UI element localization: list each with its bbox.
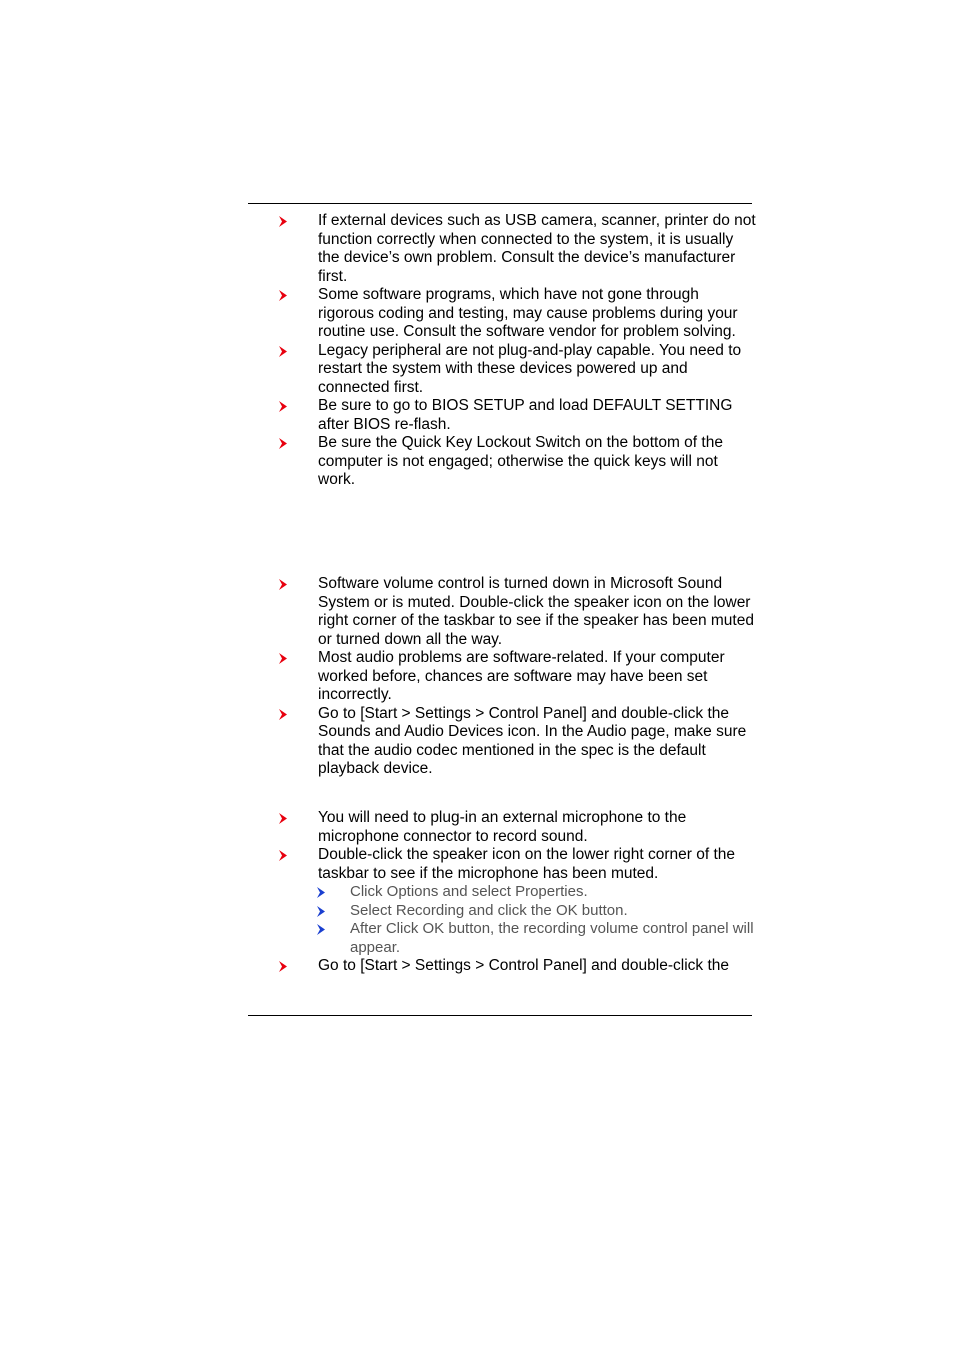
list-item xyxy=(276,342,756,398)
list-item-text: Be sure to go to BIOS SETUP and load DEFAULT SETTING after BIOS re-flash. xyxy=(318,397,733,433)
footer-rule xyxy=(248,1015,752,1016)
list-item xyxy=(276,809,756,846)
arrowhead-bullet-icon xyxy=(314,920,328,938)
arrowhead-bullet-icon xyxy=(276,286,290,304)
list-item xyxy=(276,649,756,705)
list-item-text: Be sure the Quick Key Lockout Switch on the bottom of the computer is not engaged; otherwise the quick keys will not work. xyxy=(318,434,723,488)
arrowhead-bullet-icon xyxy=(276,809,290,827)
sub-list-item-text: Select Recording and click the OK button. xyxy=(350,901,628,919)
section-3-list xyxy=(276,809,756,976)
sub-list-item xyxy=(276,920,756,957)
list-item xyxy=(276,212,756,286)
arrowhead-bullet-icon xyxy=(276,434,290,452)
list-item-text: You will need to plug-in an external microphone to the microphone connector to record sound. xyxy=(318,809,687,845)
list-item xyxy=(276,705,756,779)
arrowhead-bullet-icon xyxy=(276,957,290,975)
list-item xyxy=(276,397,756,434)
list-item xyxy=(276,575,756,649)
header-rule xyxy=(248,203,752,204)
list-item-text: Legacy peripheral are not plug-and-play capable. You need to restart the system with these devices powered up and connected first. xyxy=(318,341,742,396)
list-item-text: If external devices such as USB camera, scanner, printer do not function correctly when connected to the system, it is usually the device’s own problem. Consult the device’s manufacturer first. xyxy=(318,212,756,285)
list-item-text: Software volume control is turned down in Microsoft Sound System or is muted. Double-click the speaker icon on the lower right corner of the taskbar to see if the speaker has been muted or turned down all the way. xyxy=(318,575,754,648)
arrowhead-bullet-icon xyxy=(314,902,328,920)
list-item-text: Some software programs, which have not gone through rigorous coding and testing, may cause problems during your routine use. Consult the software vendor for problem solving. xyxy=(318,286,738,340)
sub-list-item xyxy=(276,883,756,902)
arrowhead-bullet-icon xyxy=(276,397,290,415)
section-1-list xyxy=(276,212,756,490)
list-item-text: Go to [Start > Settings > Control Panel] and double-click the Sounds and Audio Devices icon. In the Audio page, make sure that the audio codec mentioned in the spec is the default playback device. xyxy=(318,704,747,777)
sub-list-item-text: Click Options and select Properties. xyxy=(350,883,588,900)
section-2-list xyxy=(276,575,756,779)
list-item xyxy=(276,286,756,342)
arrowhead-bullet-icon xyxy=(276,649,290,667)
sub-list-item-text: After Click OK button, the recording volume control panel will appear. xyxy=(350,920,754,956)
arrowhead-bullet-icon xyxy=(276,212,290,230)
list-item-text: Double-click the speaker icon on the lower right corner of the taskbar to see if the microphone has been muted. xyxy=(318,846,735,882)
list-item-text: Go to [Start > Settings > Control Panel] and double-click the xyxy=(318,957,729,974)
arrowhead-bullet-icon xyxy=(276,705,290,723)
arrowhead-bullet-icon xyxy=(276,575,290,593)
list-item xyxy=(276,434,756,490)
arrowhead-bullet-icon xyxy=(276,342,290,360)
list-item-text: Most audio problems are software-related. If your computer worked before, chances are software may have been set incorrectly. xyxy=(318,649,725,703)
list-item xyxy=(276,846,756,883)
arrowhead-bullet-icon xyxy=(314,883,328,901)
list-item xyxy=(276,957,756,976)
arrowhead-bullet-icon xyxy=(276,846,290,864)
sub-list-item xyxy=(276,902,756,921)
